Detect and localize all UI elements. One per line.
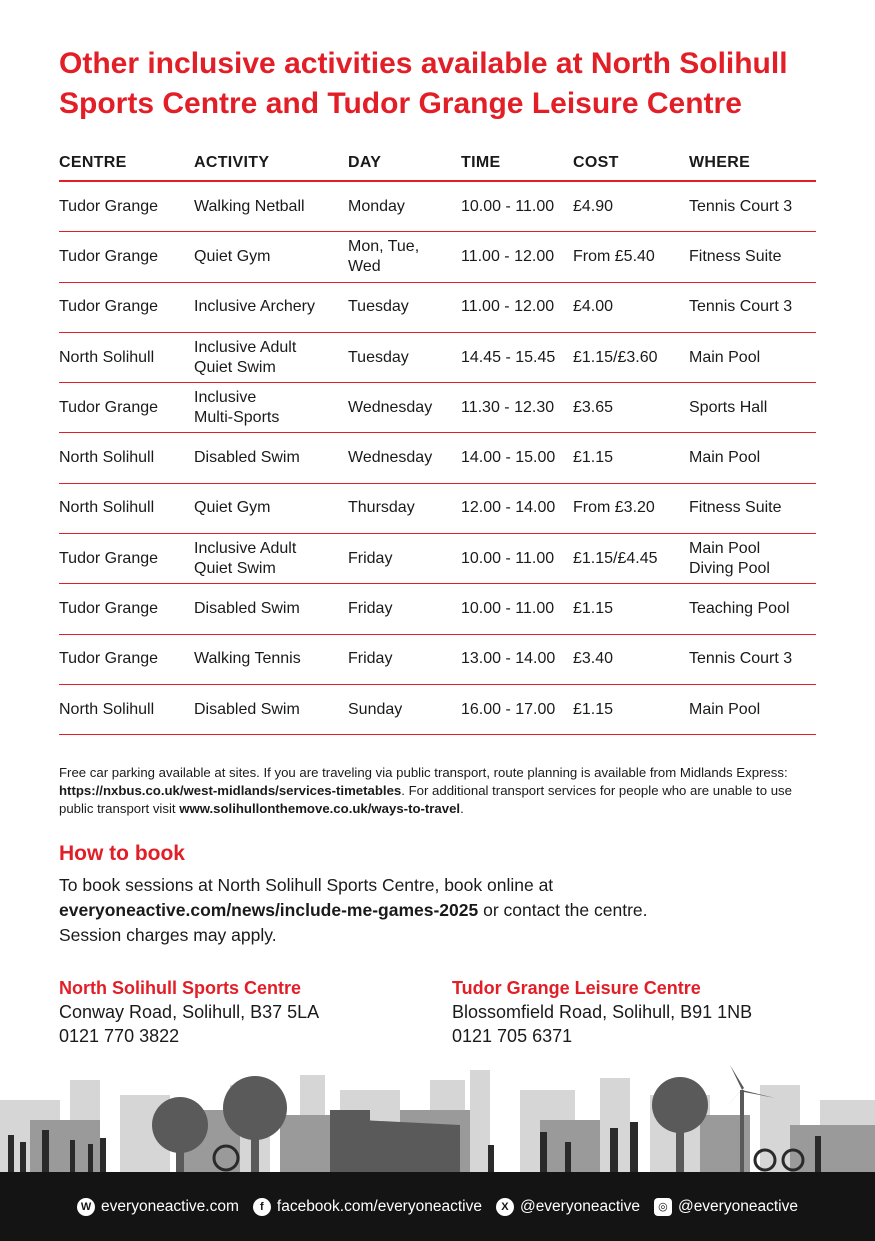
cell-activity: Inclusive Adult Quiet Swim	[194, 539, 297, 577]
note-text: . For additional transport services for people who are unable to use public transport visit	[59, 783, 792, 816]
cell-centre: Tudor Grange	[59, 398, 159, 416]
table-row	[59, 484, 816, 534]
table-row	[59, 584, 816, 634]
cell-where: Tennis Court 3	[689, 197, 793, 215]
venue-address: Conway Road, Solihull, B37 5LA	[59, 1002, 320, 1022]
header-day: DAY	[348, 154, 382, 171]
cell-time: 14.45 - 15.45	[461, 348, 556, 366]
cell-where: Main Pool	[689, 348, 761, 366]
venue-phone: 0121 705 6371	[452, 1026, 573, 1046]
cell-cost: £3.65	[573, 398, 614, 416]
footer-facebook[interactable]	[253, 1198, 482, 1216]
cell-activity: Inclusive Archery	[194, 298, 315, 316]
cell-centre: North Solihull	[59, 700, 155, 718]
skyline-illustration	[0, 1060, 875, 1172]
nxbus-link[interactable]: https://nxbus.co.uk/west-midlands/services-timetables	[59, 783, 402, 798]
venue-name: Tudor Grange Leisure Centre	[452, 978, 701, 998]
cell-time: 12.00 - 14.00	[461, 499, 556, 517]
venue-phone: 0121 770 3822	[59, 1026, 180, 1046]
cell-day: Thursday	[348, 499, 415, 517]
cell-cost: £1.15/£4.45	[573, 549, 658, 567]
venue-north-solihull	[59, 976, 319, 1048]
transport-note	[59, 764, 799, 818]
cell-centre: Tudor Grange	[59, 650, 159, 668]
cell-cost: From £5.40	[573, 247, 655, 265]
booking-text: or contact the centre.	[478, 900, 648, 920]
cell-time: 13.00 - 14.00	[461, 650, 556, 668]
cell-activity: Disabled Swim	[194, 600, 300, 618]
header-where: WHERE	[689, 154, 751, 171]
cell-centre: North Solihull	[59, 348, 155, 366]
header-centre: CENTRE	[59, 154, 127, 171]
footer-x[interactable]	[496, 1198, 640, 1216]
header-cost: COST	[573, 154, 619, 171]
table-header	[59, 146, 816, 182]
cell-cost: £1.15	[573, 449, 614, 467]
cell-where: Sports Hall	[689, 398, 768, 416]
table-row	[59, 182, 816, 232]
table-row	[59, 685, 816, 735]
footer-bar	[0, 1172, 875, 1241]
cell-where: Fitness Suite	[689, 499, 782, 517]
cell-activity: Inclusive Adult Quiet Swim	[194, 338, 297, 376]
note-text: Free car parking available at sites. If you are traveling via public transport, route planning is available from Midlands Express:	[59, 765, 788, 780]
cell-centre: North Solihull	[59, 449, 155, 467]
solihull-travel-link[interactable]: www.solihullonthemove.co.uk/ways-to-travel	[179, 801, 461, 816]
header-activity: ACTIVITY	[194, 154, 270, 171]
cell-centre: Tudor Grange	[59, 600, 159, 618]
cell-where: Main Pool	[689, 449, 761, 467]
venue-name: North Solihull Sports Centre	[59, 978, 302, 998]
cell-day: Wednesday	[348, 398, 433, 416]
cell-where: Teaching Pool	[689, 600, 790, 618]
note-text: .	[460, 801, 464, 816]
cell-time: 11.30 - 12.30	[461, 398, 555, 416]
cell-day: Monday	[348, 197, 405, 215]
cell-time: 10.00 - 11.00	[461, 549, 555, 567]
table-row	[59, 383, 816, 433]
cell-time: 14.00 - 15.00	[461, 449, 556, 467]
cell-activity: Walking Netball	[194, 197, 305, 215]
cell-cost: £1.15/£3.60	[573, 348, 658, 366]
cell-day: Wednesday	[348, 449, 433, 467]
how-to-book-heading: How to book	[59, 842, 185, 865]
cell-where: Fitness Suite	[689, 247, 782, 265]
cell-centre: Tudor Grange	[59, 549, 159, 567]
cell-cost: £1.15	[573, 600, 614, 618]
cell-cost: £1.15	[573, 700, 614, 718]
footer-label: @everyoneactive	[677, 1197, 798, 1215]
page-title: Other inclusive activities available at North Solihull Sports Centre and Tudor Grange Leisure Centre	[59, 47, 788, 120]
cell-centre: Tudor Grange	[59, 197, 159, 215]
cell-activity: Disabled Swim	[194, 449, 300, 467]
cell-day: Friday	[348, 600, 393, 618]
cell-where: Main Pool	[689, 700, 761, 718]
cell-time: 11.00 - 12.00	[461, 298, 555, 316]
table-row	[59, 333, 816, 383]
cell-cost: From £3.20	[573, 499, 655, 517]
cell-centre: Tudor Grange	[59, 247, 159, 265]
booking-text: To book sessions at North Solihull Sports Centre, book online at	[59, 875, 554, 895]
cell-cost: £3.40	[573, 650, 614, 668]
table-row	[59, 433, 816, 483]
cell-time: 10.00 - 11.00	[461, 600, 555, 618]
x-icon: X	[496, 1198, 514, 1216]
table-row	[59, 534, 816, 584]
facebook-icon: f	[253, 1198, 271, 1216]
cell-activity: Inclusive Multi-Sports	[194, 388, 280, 426]
table-row	[59, 283, 816, 333]
cell-day: Sunday	[348, 700, 403, 718]
booking-info	[59, 873, 759, 948]
cell-activity: Disabled Swim	[194, 700, 300, 718]
header-time: TIME	[461, 154, 501, 171]
cell-activity: Quiet Gym	[194, 499, 271, 517]
cell-day: Mon, Tue, Wed	[348, 237, 420, 275]
booking-link[interactable]: everyoneactive.com/news/include-me-games-2025	[59, 900, 479, 920]
cell-time: 10.00 - 11.00	[461, 197, 555, 215]
cell-day: Friday	[348, 650, 393, 668]
cell-day: Tuesday	[348, 348, 409, 366]
website-icon: W	[77, 1198, 95, 1216]
cell-day: Friday	[348, 549, 393, 567]
cell-activity: Walking Tennis	[194, 650, 301, 668]
cell-where: Tennis Court 3	[689, 298, 793, 316]
footer-label: everyoneactive.com	[101, 1197, 239, 1215]
venue-tudor-grange	[452, 976, 752, 1048]
cell-activity: Quiet Gym	[194, 247, 271, 265]
cell-cost: £4.90	[573, 197, 614, 215]
cell-day: Tuesday	[348, 298, 409, 316]
venue-address: Blossomfield Road, Solihull, B91 1NB	[452, 1002, 753, 1022]
cell-time: 11.00 - 12.00	[461, 247, 555, 265]
cell-centre: Tudor Grange	[59, 298, 159, 316]
cell-where: Main Pool Diving Pool	[689, 539, 770, 577]
table-row	[59, 232, 816, 282]
cell-centre: North Solihull	[59, 499, 155, 517]
activities-table	[59, 146, 816, 735]
instagram-icon: ◎	[654, 1198, 672, 1216]
footer-label: @everyoneactive	[519, 1197, 640, 1215]
footer-instagram[interactable]	[654, 1198, 798, 1216]
cell-time: 16.00 - 17.00	[461, 700, 556, 718]
footer-website[interactable]	[77, 1198, 239, 1216]
table-row	[59, 635, 816, 685]
booking-charges: Session charges may apply.	[59, 925, 277, 945]
footer-label: facebook.com/everyoneactive	[276, 1197, 482, 1215]
cell-cost: £4.00	[573, 298, 614, 316]
cell-where: Tennis Court 3	[689, 650, 793, 668]
